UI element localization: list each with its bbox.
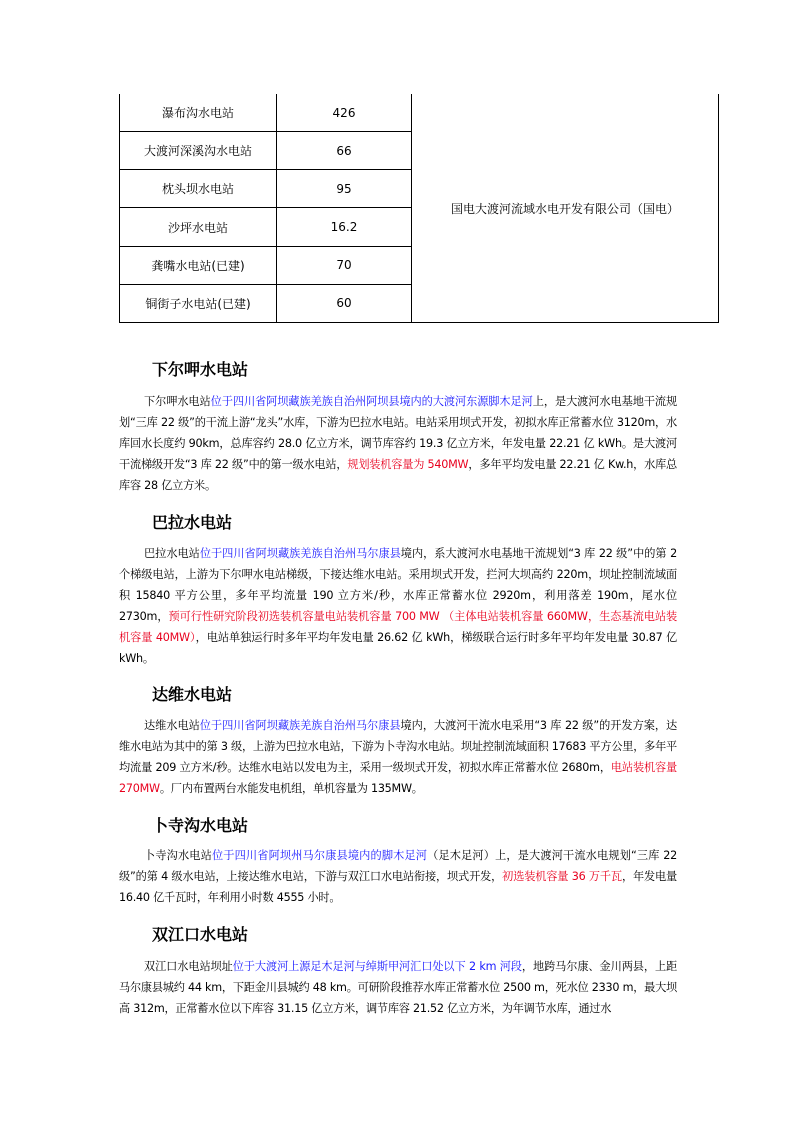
paragraph-segment-normal: 上，是大渡河水电基地干流规划“三库 22 级”的干流上游“龙头”水库，下游为巴拉水电站。电站采用坝式开发，初拟水库正常蓄水位 3120m，水库回水长度约 90km，总库容约 28.0 亿立方米，调节库容约 19.3 亿立方米，年发电量 22.21 亿 kWh。是大渡河干流梯级开发“3 库 22 级”中的第一级水电站，	[119, 395, 677, 471]
capacity-cell: 70	[277, 246, 412, 284]
paragraph-segment-normal: 巴拉水电站	[144, 547, 200, 560]
paragraph-segment-normal: 达维水电站	[144, 719, 200, 732]
section-paragraph	[119, 845, 677, 908]
paragraph-segment-red: 规划装机容量为 540MW	[347, 458, 469, 471]
paragraph-segment-normal: ，年发电量 16.40 亿千瓦时，年利用小时数 4555 小时。	[119, 870, 677, 904]
paragraph-segment-red: 电站装机容量 270MW	[119, 761, 677, 795]
owner-cell: 国电大渡河流域水电开发有限公司（国电）	[412, 94, 719, 323]
paragraph-segment-normal: 下尔呷水电站	[144, 395, 211, 408]
paragraph-segment-normal: 。厂内布置两台水能发电机组，单机容量为 135MW。	[159, 782, 423, 795]
paragraph-segment-blue: 位于四川省阿坝藏族羌族自治州马尔康县	[199, 719, 401, 732]
section-title: 双江口水电站	[152, 925, 249, 944]
table-row	[120, 94, 719, 132]
paragraph-segment-normal: ，多年平均发电量 22.21 亿 Kw.h，水库总库容 28 亿立方米。	[119, 458, 677, 492]
section-paragraph	[119, 956, 677, 1019]
capacity-cell: 95	[277, 170, 412, 208]
paragraph-segment-normal: （足木足河）上，是大渡河干流水电规划“三库 22 级”的第 4 级水电站，上接达维水电站，下游与双江口水电站衔接，坝式开发，	[119, 849, 677, 883]
station-name-cell: 沙坪水电站	[120, 208, 277, 246]
paragraph-segment-red: 初选装机容量 36 万千瓦	[502, 870, 622, 883]
capacity-cell: 16.2	[277, 208, 412, 246]
paragraph-segment-normal: ，电站单独运行时多年平均年发电量 26.62 亿 kWh，梯级联合运行时多年平均年发电量 30.87 亿 kWh。	[119, 631, 677, 665]
paragraph-segment-red: 预可行性研究阶段初选装机容量电站装机容量 700 MW （主体电站装机容量 660MW，生态基流电站装机容量 40MW）	[119, 610, 677, 644]
paragraph-segment-blue: 位于四川省阿坝藏族羌族自治州马尔康县	[199, 547, 401, 560]
station-name-cell: 龚嘴水电站(已建)	[120, 246, 277, 284]
station-name-cell: 大渡河深溪沟水电站	[120, 132, 277, 170]
paragraph-segment-blue: 位于大渡河上源足木足河与绰斯甲河汇口处以下 2 km 河段	[232, 960, 522, 973]
section-title: 下尔呷水电站	[152, 360, 249, 379]
capacity-cell: 426	[277, 94, 412, 132]
section-paragraph	[119, 715, 677, 799]
paragraph-segment-normal: 境内，大渡河干流水电采用“3 库 22 级”的开发方案，达维水电站为其中的第 3 级，上游为巴拉水电站，下游为卜寺沟水电站。坝址控制流域面积 17683 平方公里，多年平均流量 209 立方米/秒。达维水电站以发电为主，采用一级坝式开发，初拟水库正常蓄水位 2680m，	[119, 719, 677, 774]
paragraph-segment-blue: 位于四川省阿坝藏族羌族自治州阿坝县境内的大渡河东源脚木足河	[210, 395, 533, 408]
capacity-cell: 66	[277, 132, 412, 170]
section-paragraph	[119, 543, 677, 669]
paragraph-segment-normal: 境内，系大渡河水电基地干流规划“3 库 22 级”中的第 2 个梯级电站，上游为下尔呷水电站梯级，下接达维水电站。采用坝式开发，拦河大坝高约 220m，坝址控制流域面积 15840 平方公里，多年平均流量 190 立方米/秒，水库正常蓄水位 2920m，利用落差 190m，尾水位 2730m，	[119, 547, 677, 623]
station-name-cell: 铜街子水电站(已建)	[120, 284, 277, 322]
section-title: 巴拉水电站	[152, 513, 233, 532]
station-name-cell: 瀑布沟水电站	[120, 94, 277, 132]
hydropower-table	[119, 94, 719, 323]
paragraph-segment-normal: ，地跨马尔康、金川两县，上距马尔康县城约 44 km，下距金川县城约 48 km。可研阶段推荐水库正常蓄水位 2500 m，死水位 2330 m，最大坝高 312m，正常蓄水位以下库容 31.15 亿立方米，调节库容 21.52 亿立方米，为年调节水库，通过水	[119, 960, 677, 1015]
section-paragraph	[119, 391, 677, 496]
capacity-cell: 60	[277, 284, 412, 322]
section-title: 卜寺沟水电站	[152, 816, 249, 835]
station-name-cell: 枕头坝水电站	[120, 170, 277, 208]
paragraph-segment-normal: 双江口水电站坝址	[144, 960, 233, 973]
section-title: 达维水电站	[152, 685, 233, 704]
paragraph-segment-normal: 卜寺沟水电站	[144, 849, 212, 862]
paragraph-segment-blue: 位于四川省阿坝州马尔康县境内的脚木足河	[211, 849, 428, 862]
